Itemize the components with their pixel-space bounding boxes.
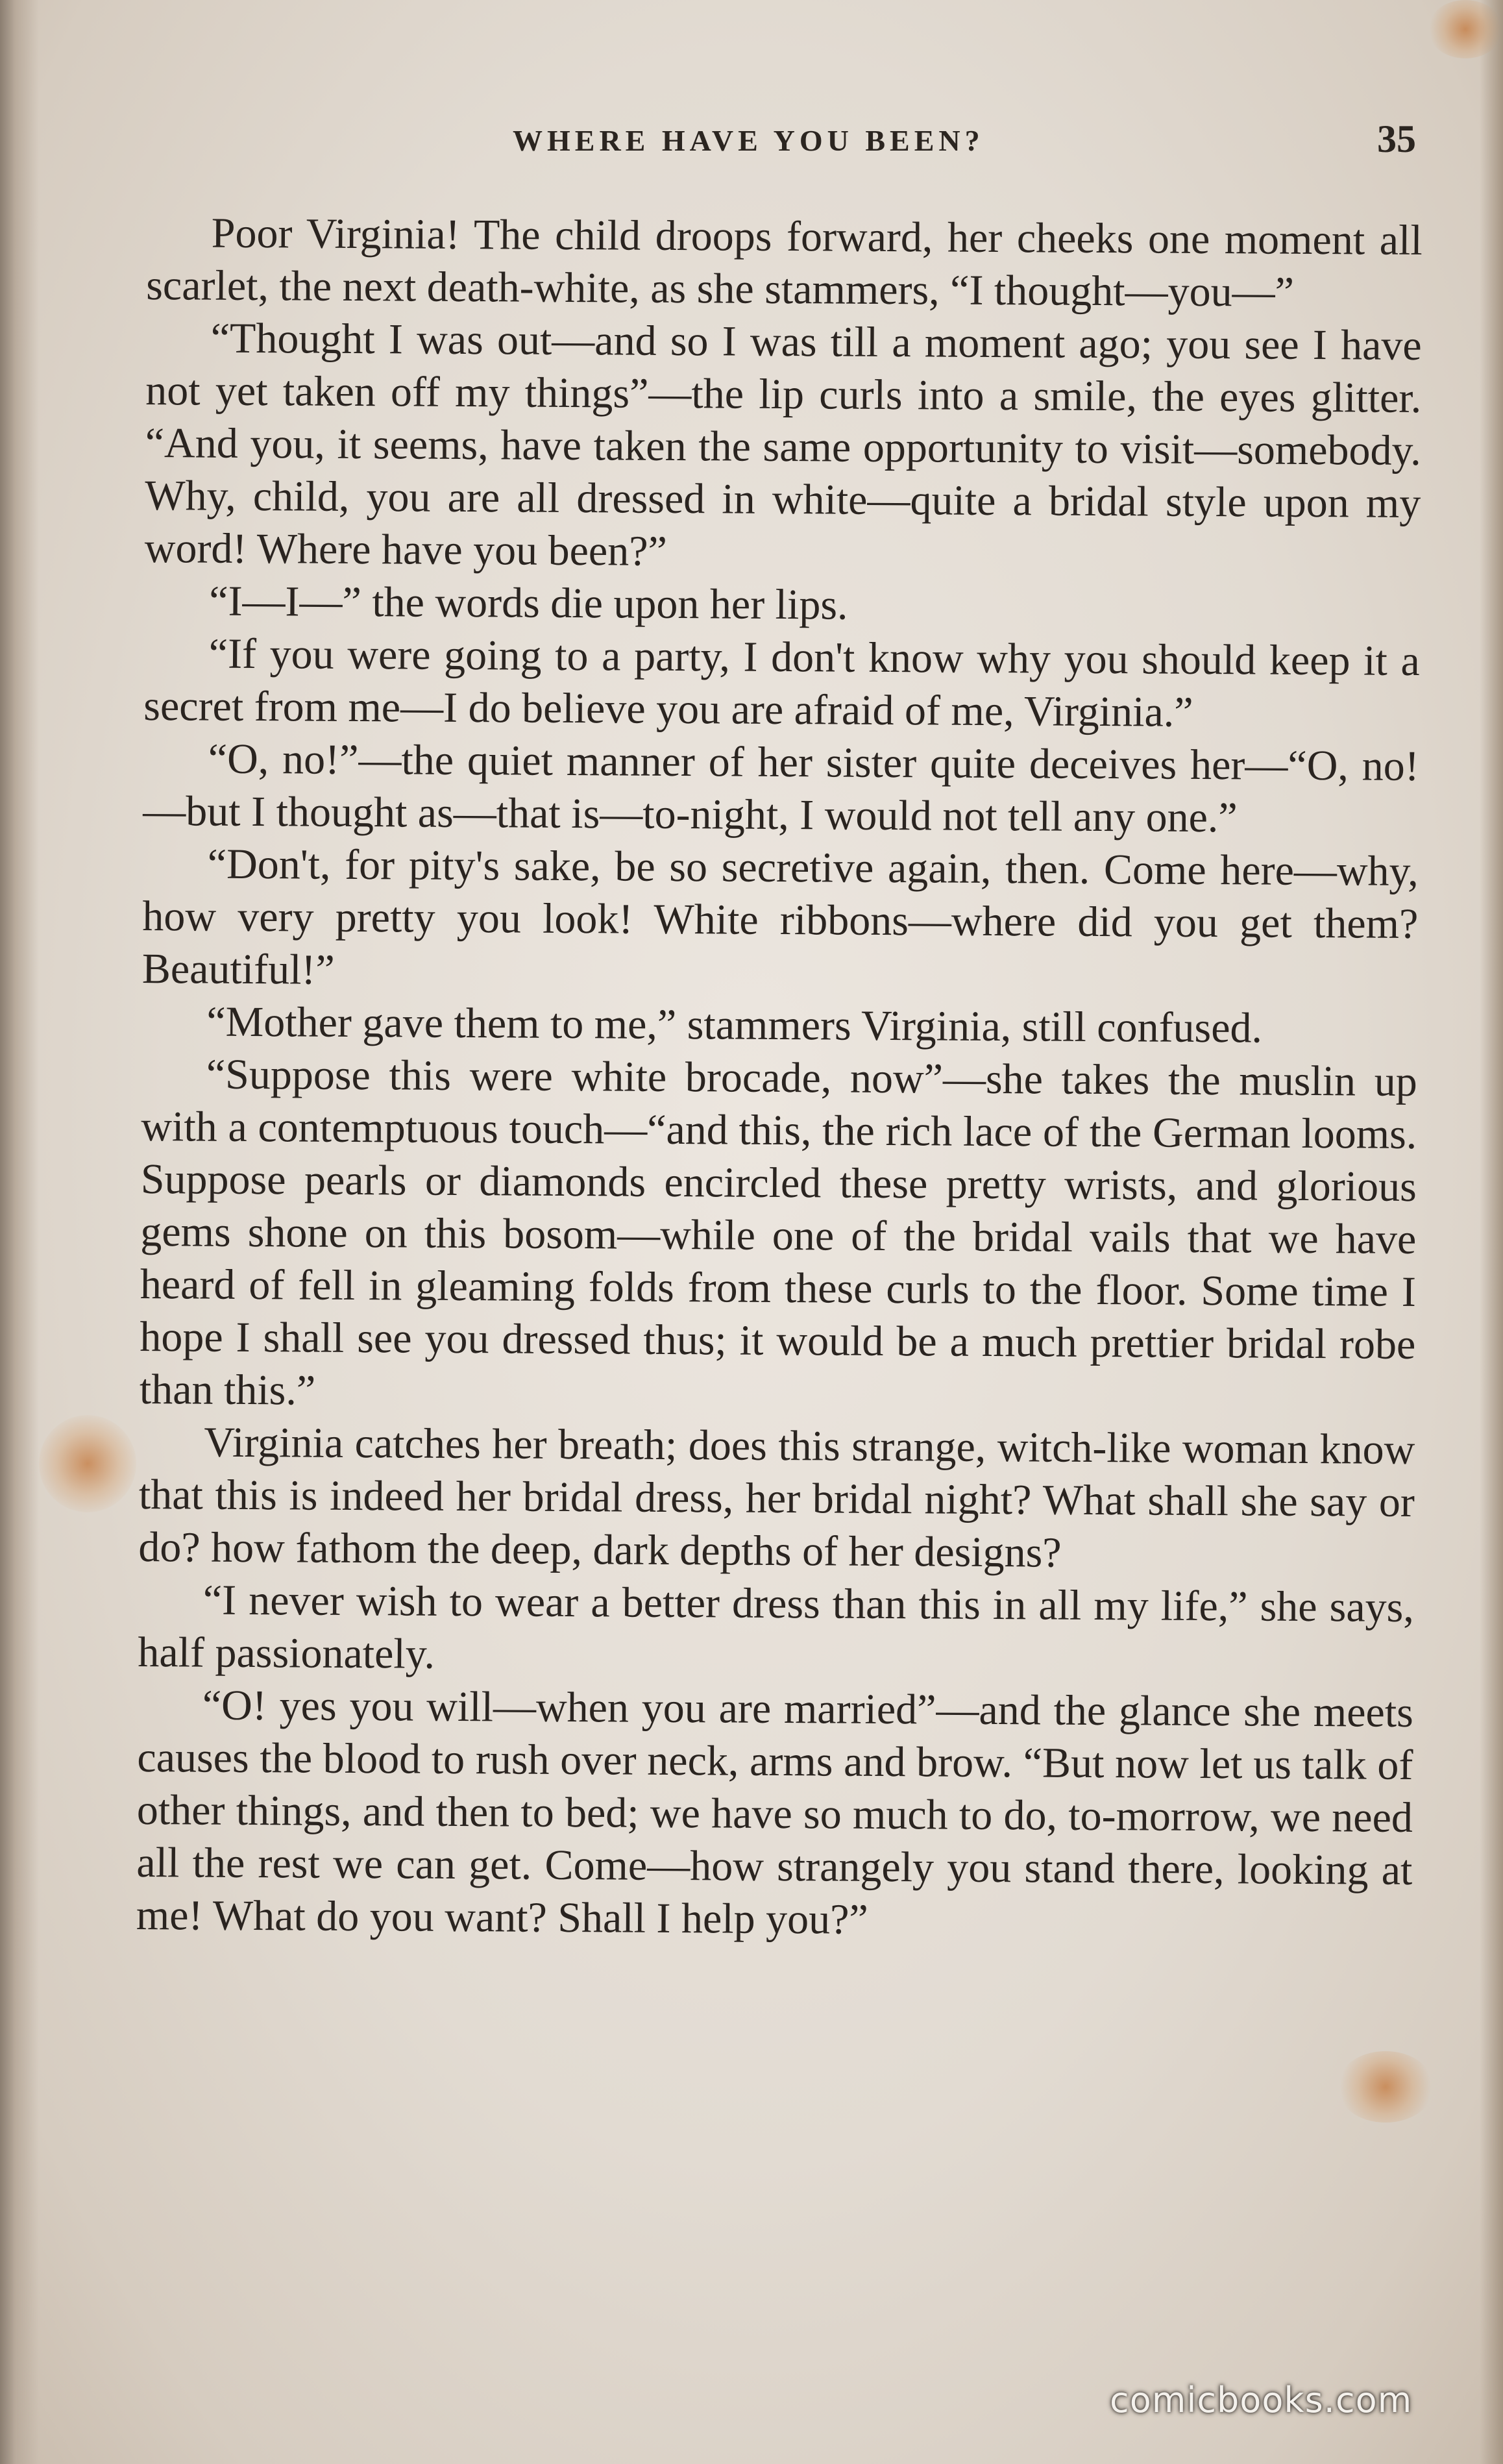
paragraph: “Mother gave them to me,” stammers Virginia, still confused. [206,998,1263,1052]
foxing-stain [1428,0,1503,58]
paragraph: “Thought I was out—and so I was till a moment ago; you see I have not yet taken off my things”—the lip curls into a smile, the eyes glitter. “And you, it seems, have taken the same opportunity to visit—somebody. Why, child, you are all dressed in white—quite a bridal style upon my word! Where have you been?” [144,314,1422,575]
paragraph: “Don't, for pity's sake, be so secretive again, then. Come here—why, how very pretty you look! White ribbons—where did you get them? Beautiful!” [141,840,1419,994]
paragraph: “If you were going to a party, I don't know why you should keep it a secret from me—I do believe you are afraid of me, Virginia.” [143,630,1420,736]
paragraph: “I never wish to wear a better dress than this in all my life,” she says, half passionately. [138,1576,1415,1678]
paragraph: Virginia catches her breath; does this strange, witch-like woman know that this is indeed her bridal dress, her bridal night? What shall she say or do? how fathom the deep, dark depths of her designs? [138,1418,1415,1577]
page-gutter-shadow [0,0,39,2464]
paragraph: Poor Virginia! The child droops forward, her cheeks one moment all scarlet, the next death-white, as she stammers, “I thought—you—” [146,209,1423,316]
body-text [136,206,1423,1949]
foxing-stain [1337,2051,1434,2123]
running-head: WHERE HAVE YOU BEEN? [513,124,984,157]
paragraph: “O! yes you will—when you are married”—and the glance she meets causes the blood to rush over neck, arms and brow. “But now let us talk of other things, and then to bed; we have so much to do, to-morrow, we need all the rest we can get. Come—how strangely you stand there, looking at me! What do you want? Shall I help you?” [136,1681,1414,1943]
foxing-stain [39,1415,136,1512]
page-edge-shadow [1480,0,1503,2464]
paragraph: “O, no!”—the quiet manner of her sister quite deceives her—“O, no!—but I thought as—that is—to-night, I would not tell any one.” [143,735,1419,842]
paragraph: “Suppose this were white brocade, now”—she takes the muslin up with a contemptuous touch—“and this, the rich lace of the German looms. Suppose pearls or diamonds encircled these pretty wrists, and glorious gems shone on this bosom—while one of the bridal vails that we have heard of fell in gleaming folds from these curls to the floor. Some time I hope I shall see you dressed thus; it would be a much prettier bridal robe than this.” [139,1050,1418,1414]
page-number: 35 [1377,117,1416,160]
watermark: comicbooks.com [1110,2380,1413,2421]
paragraph: “I—I—” the words die upon her lips. [209,577,848,629]
